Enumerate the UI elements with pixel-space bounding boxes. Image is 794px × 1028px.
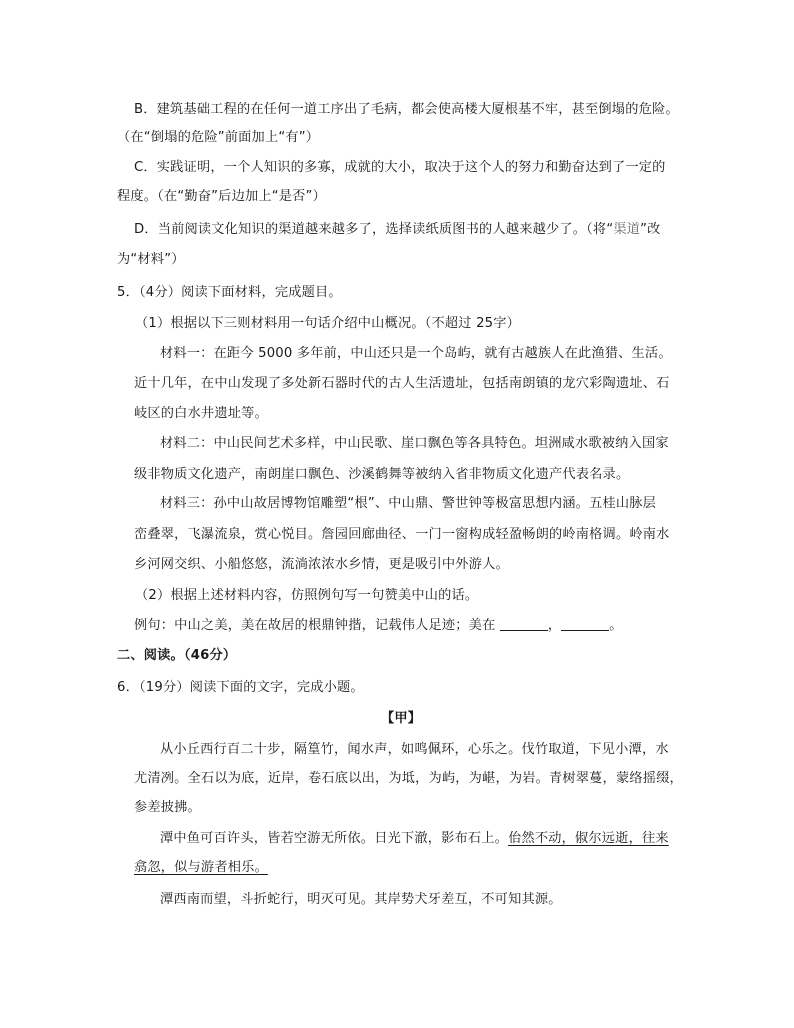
passage-p3-line1: 潭西南而望，斗折蛇行，明灭可见。其岸势犬牙差互，不可知其源。 — [160, 892, 562, 907]
q5-example-separator: ， — [547, 618, 562, 633]
q4-option-d-text-a: D．当前阅读文化知识的渠道越来越多了，选择读纸质图书的人越来越少了。（将“ — [134, 222, 614, 237]
q5-material2-line1: 材料二：中山民间艺术多样，中山民歌、崖口飘色等各具特色。坦洲咸水歌被纳入国家 — [160, 436, 669, 451]
q5-material3-line2: 峦叠翠，飞瀑流泉，赏心悦目。詹园回廊曲径、一门一窗构成轻盈畅朗的岭南格调。岭南水 — [134, 527, 670, 542]
q5-material1-line2: 近十几年，在中山发现了多处新石器时代的古人生活遗址，包括南朗镇的龙穴彩陶遗址、石 — [134, 376, 670, 391]
q4-option-d-text-c: ”改 — [640, 222, 661, 237]
q4-option-d-line1 — [134, 220, 661, 240]
passage-label: 【甲】 — [381, 711, 422, 726]
q5-header: 5．（4分）阅读下面材料，完成题目。 — [117, 285, 342, 300]
passage-p1-line3: 参差披拂。 — [134, 800, 201, 815]
passage-p1-line1: 从小丘西行百二十步，隔篁竹，闻水声，如鸣佩环，心乐之。伐竹取道，下见小潭，水 — [160, 742, 669, 757]
passage-p2-line2-underlined: 翕忽，似与游者相乐。 — [134, 860, 268, 875]
q5-example — [134, 616, 623, 636]
q5-sub2: （2）根据上述材料内容，仿照例句写一句赞美中山的话。 — [135, 588, 479, 603]
q5-material3-line3: 乡河网交织、小船悠悠，流淌浓浓水乡情，更是吸引中外游人。 — [134, 557, 509, 572]
answer-blank-1[interactable] — [500, 616, 548, 631]
q4-option-b-line2: （在“倒塌的危险”前面加上“有”） — [117, 130, 320, 145]
q4-option-b-line1: B．建筑基础工程的在任何一道工序出了毛病，都会使高楼大厦根基不牢，甚至倒塌的危险。 — [134, 102, 679, 117]
passage-p2-underlined: 佁然不动，俶尔远逝，往来 — [508, 831, 669, 846]
q5-sub1: （1）根据以下三则材料用一句话介绍中山概况。（不超过 25字） — [135, 316, 521, 331]
q4-option-c-line2: 程度。（在“勤奋”后边加上“是否”） — [117, 189, 326, 204]
q5-material1-line1: 材料一：在距今 5000 多年前，中山还只是一个岛屿，就有古越族人在此渔猎、生活。 — [160, 346, 672, 361]
q5-material1-line3: 岐区的白水井遗址等。 — [134, 406, 268, 421]
q5-material3-line1: 材料三：孙中山故居博物馆雕塑“根”、中山鼎、警世钟等极富思想内涵。五桂山脉层 — [160, 496, 657, 511]
q6-header: 6．（19分）阅读下面的文字，完成小题。 — [117, 680, 364, 695]
section2-title: 二、阅读。（46分） — [117, 648, 237, 663]
passage-p2-text: 潭中鱼可百许头，皆若空游无所依。日光下澈，影布石上。 — [160, 831, 509, 846]
answer-blank-2[interactable] — [561, 616, 609, 631]
q4-option-c-line1: C．实践证明，一个人知识的多寡，成就的大小，取决于这个人的努力和勤奋达到了一定的 — [134, 160, 666, 175]
q5-material2-line2: 级非物质文化遗产，南朗崖口飘色、沙溪鹤舞等被纳入省非物质文化遗产代表名录。 — [134, 467, 630, 482]
q4-option-d-line2: 为“材料”） — [117, 252, 185, 267]
passage-p2-line1 — [160, 829, 669, 849]
q4-option-d-highlight: 渠道 — [613, 222, 641, 237]
passage-p1-line2: 尤清冽。全石以为底，近岸，卷石底以出，为坻，为屿，为嵁，为岩。青树翠蔓，蒙络摇缀， — [134, 771, 683, 786]
q5-example-text: 例句：中山之美，美在故居的根鼎钟揩，记载伟人足迹；美在 — [134, 618, 496, 633]
q5-example-end: 。 — [609, 618, 623, 633]
